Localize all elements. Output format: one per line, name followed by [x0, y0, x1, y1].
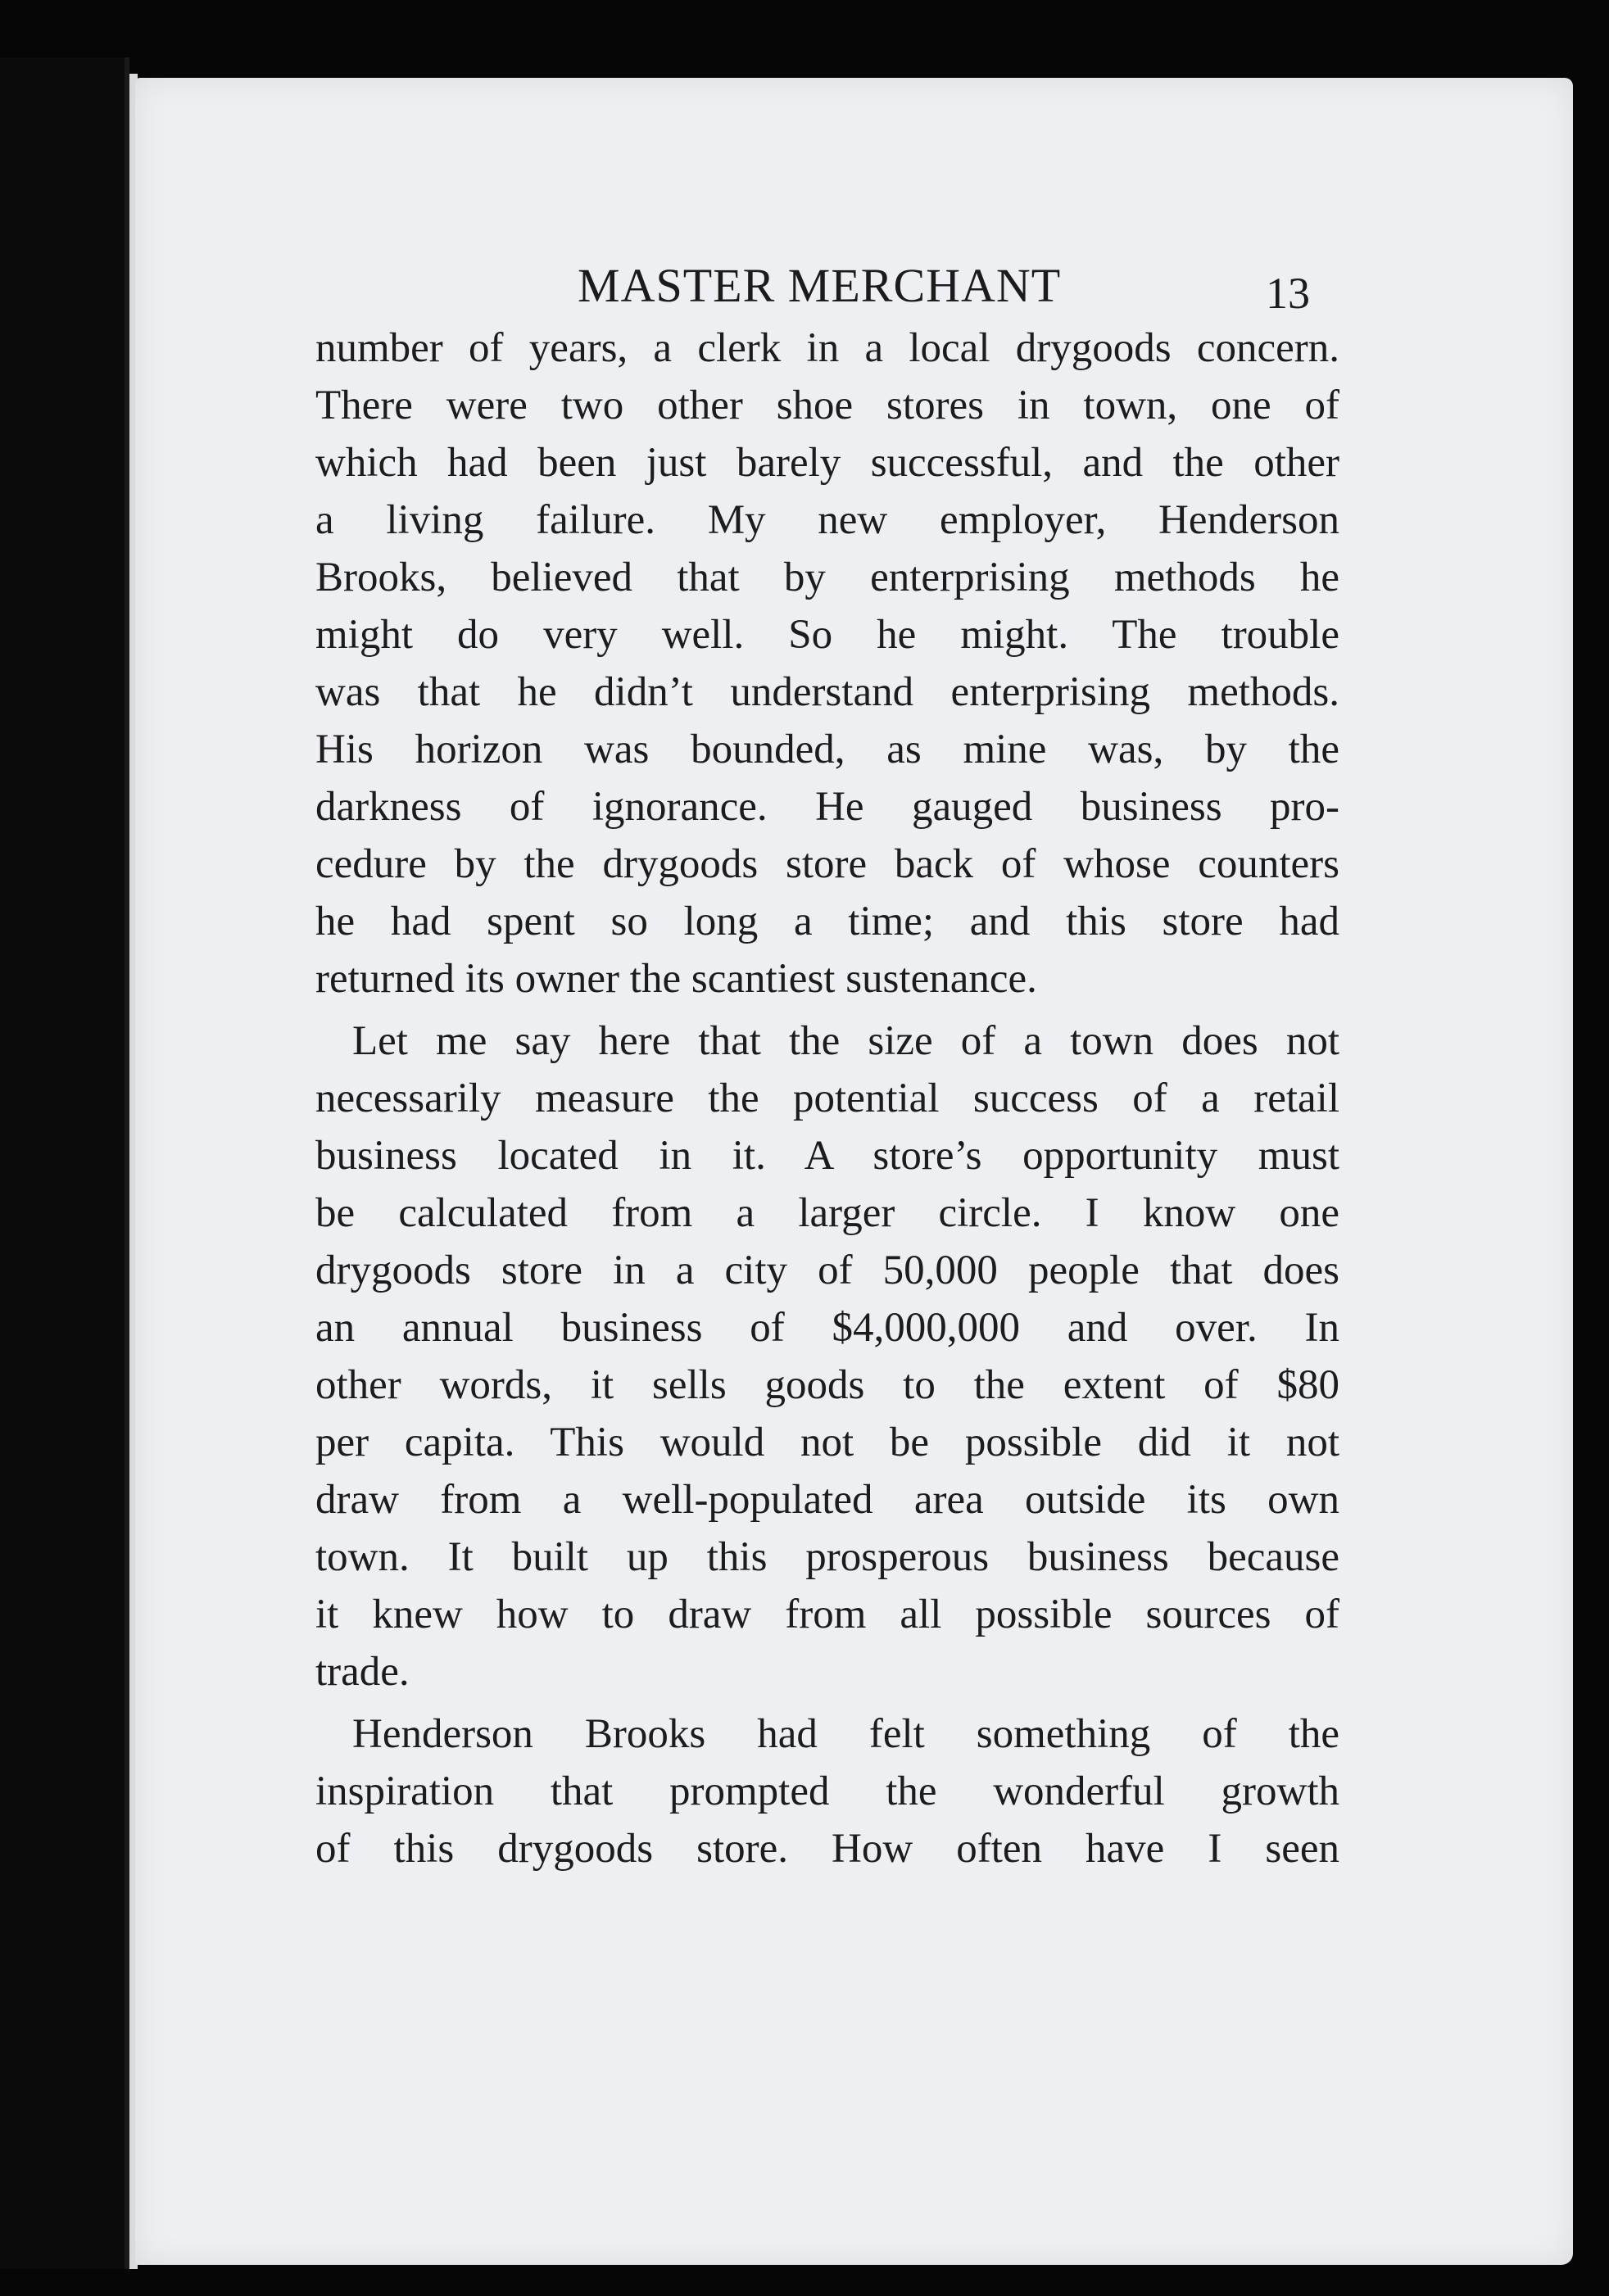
text-line: which had been just barely successful, and the other [315, 440, 1339, 486]
text-line: returned its owner the scantiest sustenance. [315, 956, 1037, 1002]
paragraph-1 [315, 319, 1339, 1008]
text-line: he had spent so long a time; and this store had [315, 899, 1339, 944]
body-text [315, 319, 1339, 1877]
text-line: inspiration that prompted the wonderful growth [315, 1768, 1339, 1814]
text-line: might do very well. So he might. The trouble [315, 612, 1339, 658]
paragraph-2 [315, 1012, 1339, 1700]
text-line: Let me say here that the size of a town does not [352, 1018, 1339, 1064]
text-line: trade. [315, 1649, 410, 1695]
text-line: town. It built up this prosperous business because [315, 1534, 1339, 1580]
facing-page-edge [0, 57, 129, 2269]
text-line: cedure by the drygoods store back of whose counters [315, 841, 1339, 887]
text-line: per capita. This would not be possible did it not [315, 1420, 1339, 1465]
text-line: Brooks, believed that by enterprising methods he [315, 555, 1339, 600]
text-line: There were two other shoe stores in town, one of [315, 383, 1339, 428]
text-line: number of years, a clerk in a local drygoods concern. [315, 325, 1339, 371]
text-line: an annual business of $4,000,000 and over. In [315, 1305, 1339, 1351]
text-line: business located in it. A store’s opportunity must [315, 1133, 1339, 1179]
text-line: necessarily measure the potential success of a retail [315, 1076, 1339, 1121]
page-number: 13 [1266, 269, 1310, 318]
text-line: was that he didn’t understand enterprising methods. [315, 669, 1339, 715]
text-line: be calculated from a larger circle. I know one [315, 1190, 1339, 1236]
text-line: draw from a well-populated area outside its own [315, 1477, 1339, 1523]
text-line: Henderson Brooks had felt something of the [352, 1711, 1339, 1757]
paragraph-3 [315, 1705, 1339, 1877]
text-line: of this drygoods store. How often have I seen [315, 1826, 1339, 1872]
text-line: His horizon was bounded, as mine was, by the [315, 727, 1339, 772]
text-line: darkness of ignorance. He gauged business pro- [315, 784, 1339, 830]
text-line: it knew how to draw from all possible sources of [315, 1592, 1339, 1637]
text-line: other words, it sells goods to the extent of $80 [315, 1362, 1339, 1408]
text-line: a living failure. My new employer, Henderson [315, 497, 1339, 543]
text-line: drygoods store in a city of 50,000 people that does [315, 1248, 1339, 1293]
running-head [0, 250, 1609, 318]
running-head-title: MASTER MERCHANT [578, 259, 1062, 312]
